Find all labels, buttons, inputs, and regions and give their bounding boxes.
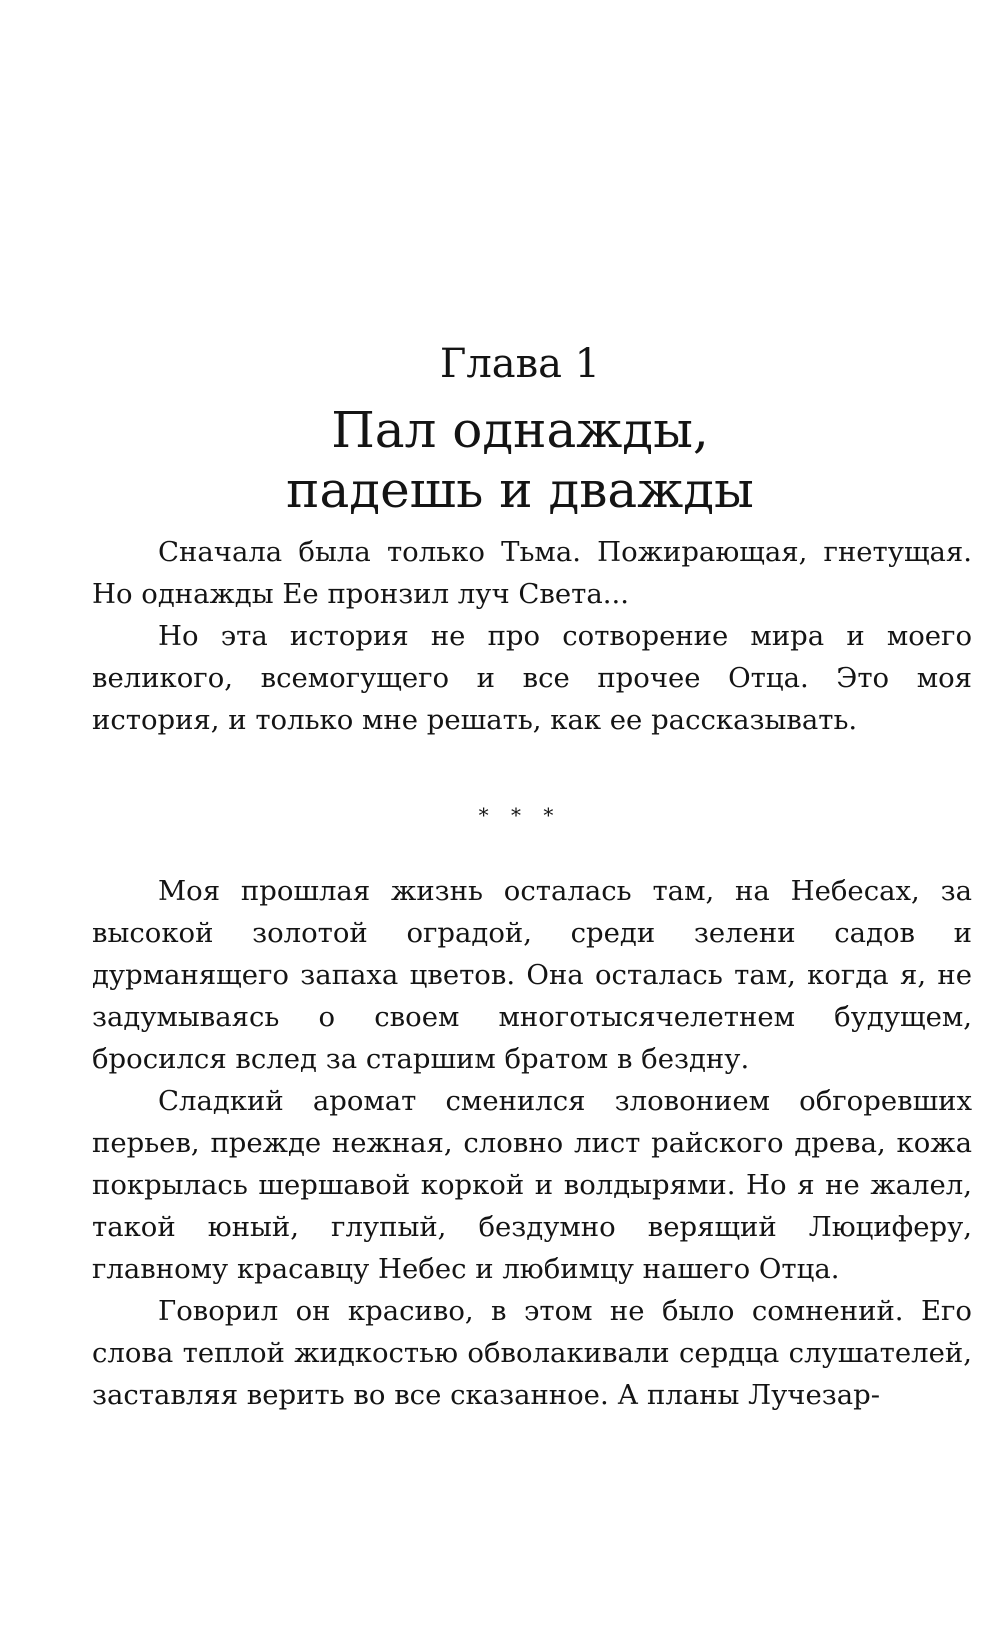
paragraph: Сначала была только Тьма. Пожирающая, гнетущая. Но однажды Ее пронзил луч Света... <box>92 536 972 610</box>
main-text <box>92 870 972 1416</box>
chapter-number: Глава 1 <box>439 341 601 387</box>
paragraph: Говорил он красиво, в этом не было сомнений. Его слова теплой жидкостью обволакивали сердца слушателей, заставляя верить во все сказанное. А планы Лучезар- <box>92 1295 972 1411</box>
chapter-heading <box>0 340 1000 520</box>
intro-text <box>92 531 972 741</box>
chapter-title <box>0 400 1000 520</box>
section-separator: * * * <box>478 803 562 827</box>
paragraph: Но эта история не про сотворение мира и моего великого, всемогущего и все прочее Отца. Это моя история, и только мне решать, как ее рассказывать. <box>92 620 972 736</box>
paragraph: Моя прошлая жизнь осталась там, на Небесах, за высокой золотой оградой, среди зелени садов и дурманящего запаха цветов. Она осталась там, когда я, не задумываясь о своем многотысячелетнем будущем, бросился вслед за старшим братом в бездну. <box>92 875 972 1075</box>
paragraph: Сладкий аромат сменился зловонием обгоревших перьев, прежде нежная, словно лист райского древа, кожа покрылась шершавой коркой и волдырями. Но я не жалел, такой юный, глупый, бездумно верящий Люциферу, главному красавцу Небес и любимцу нашего Отца. <box>92 1085 972 1285</box>
chapter-title-line: Пал однажды, <box>331 401 709 459</box>
chapter-title-line: падешь и дважды <box>286 461 754 519</box>
